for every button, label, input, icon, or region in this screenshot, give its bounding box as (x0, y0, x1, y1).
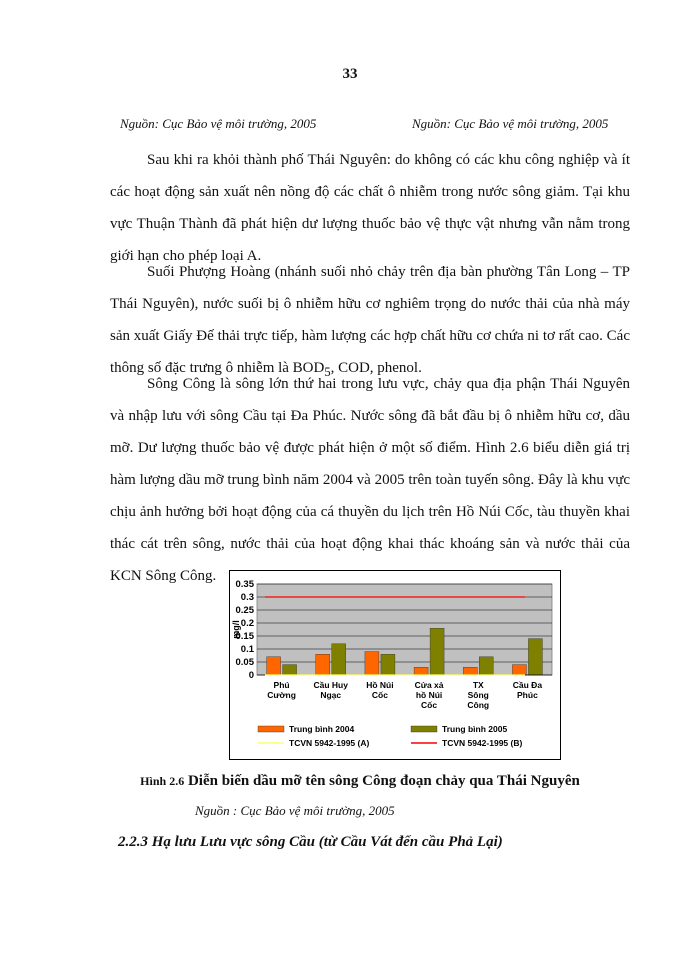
paragraph-3-text: Sông Công là sông lớn thứ hai trong lưu vực, chảy qua địa phận Thái Nguyên và nhập lưu với sông Cầu tại Đa Phúc. Nước sông đã bắt đầu bị ô nhiễm hữu cơ, dầu mỡ. Dư lượng thuốc bảo vệ được phát hiện ở một số điểm. Hình 2.6 biểu diễn giá trị hàm lượng dầu mỡ trung bình năm 2004 và 2005 trên toàn tuyến sông. Đây là khu vực chịu ảnh hưởng bởi hoạt động của cá thuyền du lịch trên Hồ Núi Cốc, tàu thuyền khai thác cát trên sông, nước thải của hoạt động khai thác khoáng sản và nước thải của KCN Sông Công. (110, 376, 630, 584)
x-tick-label: hồ Núi (415, 690, 443, 700)
x-tick-label: Cốc (421, 700, 438, 710)
x-tick-label: Công (467, 700, 490, 710)
legend-label: Trung bình 2005 (442, 724, 508, 734)
paragraph-3 (110, 368, 630, 592)
section-heading: 2.2.3 Hạ lưu Lưu vực sông Cầu (từ Cầu Vát đến cầu Phả Lại) (118, 834, 503, 850)
y-tick-label: 0.35 (235, 579, 254, 590)
source-note-left: Nguồn: Cục Bảo vệ môi trường, 2005 (120, 116, 317, 131)
y-tick-label: 0.2 (240, 618, 254, 629)
legend-label: TCVN 5942-1995 (A) (289, 738, 370, 748)
chart-figure (229, 570, 561, 760)
paragraph-1-text: Sau khi ra khỏi thành phố Thái Nguyên: do không có các khu công nghiệp và ít các hoạt động sản xuất nên nồng độ các chất ô nhiễm trong nước sông giảm. Tại khu vực Thuận Thành đã phát hiện dư lượng thuốc bảo vệ thực vật nhưng vẫn nằm trong giới hạn cho phép loại A. (110, 152, 630, 264)
y-tick-label: 0.1 (240, 644, 254, 655)
x-tick-label: Phúc (517, 690, 538, 700)
figure-caption (90, 773, 630, 790)
bar-2005 (430, 628, 444, 675)
bar-2005 (528, 639, 542, 675)
x-tick-label: Ngạc (320, 690, 342, 700)
legend-label: TCVN 5942-1995 (B) (442, 738, 523, 748)
y-tick-label: 0.3 (240, 592, 254, 603)
y-tick-label: 0.25 (235, 605, 254, 616)
page-number: 33 (342, 66, 358, 82)
source-note-right: Nguồn: Cục Bảo vệ môi trường, 2005 (412, 116, 609, 131)
legend-label: Trung bình 2004 (289, 724, 355, 734)
y-tick-label: 0.15 (235, 631, 254, 642)
x-tick-label: Sông (467, 690, 489, 700)
figure-label: Hình 2.6 (140, 774, 185, 788)
bar-2004 (463, 667, 477, 675)
bar-2004 (316, 654, 330, 675)
x-tick-label: Cầu Huy (313, 680, 348, 690)
x-tick-label: Cửa xả (414, 680, 444, 690)
paragraph-2-subscript: 5 (324, 365, 331, 379)
bar-2004 (267, 657, 281, 675)
bar-2004 (414, 667, 428, 675)
figure-source: Nguồn : Cục Bảo vệ môi trường, 2005 (195, 803, 395, 818)
legend-swatch (258, 726, 284, 732)
bar-2005 (283, 665, 297, 675)
x-tick-label: Cốc (371, 690, 388, 700)
x-tick-label: Hồ Núi (366, 680, 394, 690)
plot-area (257, 584, 552, 675)
x-tick-label: Cầu Đa (512, 680, 543, 690)
paragraph-2-tail: , COD, phenol. (330, 360, 422, 376)
figure-caption-text: Diễn biến dầu mỡ tên sông Công đoạn chảy qua Thái Nguyên (187, 773, 580, 789)
paragraph-2-text: Suối Phượng Hoàng (nhánh suối nhỏ chảy trên địa bàn phường Tân Long – TP Thái Nguyên), nước suối bị ô nhiễm hữu cơ nghiêm trọng do nước thải của nhà máy sản xuất Giấy Đế thải trực tiếp, hàm lượng các hợp chất hữu cơ chứa ni tơ rất cao. Các thông số đặc trưng ô nhiễm là BOD (110, 264, 630, 376)
oil-grease-chart (230, 571, 560, 759)
x-tick-label: TX (472, 680, 484, 690)
legend-swatch (411, 726, 437, 732)
y-tick-label: 0.05 (235, 657, 254, 668)
bar-2004 (365, 652, 379, 675)
bar-2005 (381, 654, 395, 675)
y-tick-label: 0 (248, 670, 254, 681)
x-tick-label: Cường (267, 690, 296, 700)
bar-2004 (512, 665, 526, 675)
bar-2005 (479, 657, 493, 675)
bar-2005 (332, 644, 346, 675)
paragraph-1 (110, 144, 630, 272)
y-axis-label: mg/l (231, 620, 241, 639)
x-tick-label: Phú (273, 680, 290, 690)
